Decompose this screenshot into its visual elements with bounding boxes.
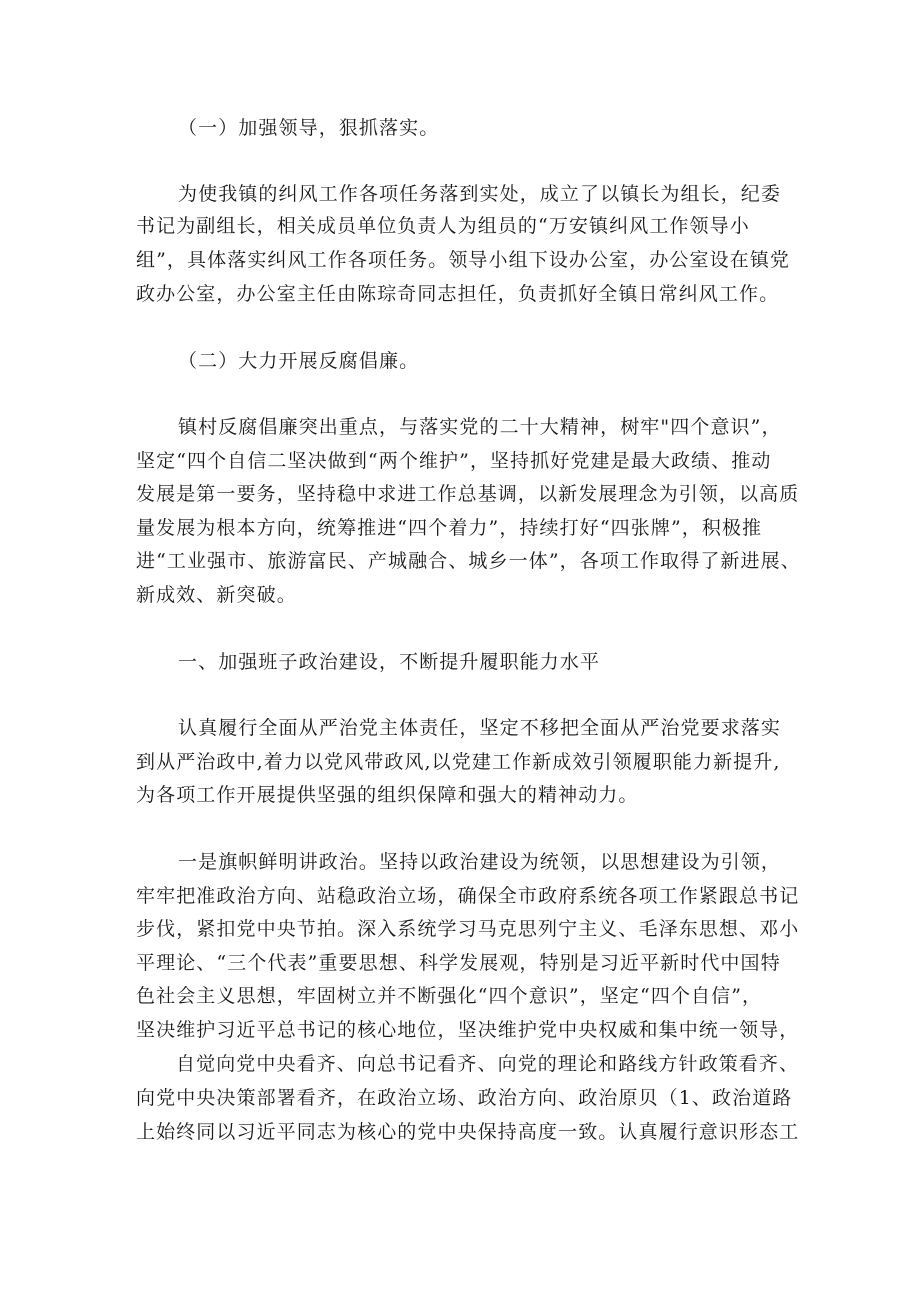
- para2-line: 发展是第一要务，坚持稳中求进工作总基调，以新发展理念为引领，以高质: [136, 483, 800, 505]
- para5-line: 向党中央决策部署看齐，在政治立场、政治方向、政治原贝（1、政治道路: [136, 1087, 793, 1109]
- heading-leadership: （一）加强领导，狠抓落实。: [178, 117, 440, 139]
- para2-line: 进“工业强市、旅游富民、产城融合、城乡一体”，各项工作取得了新进展、: [136, 550, 801, 572]
- para4-line: 步伐，紧扣党中央节拍。深入系统学习马克思列宁主义、毛泽东思想、邓小: [136, 918, 800, 940]
- para2-line: 坚定“四个自信二坚决做到“两个维护”，坚持抓好党建是最大政绩、推动: [136, 450, 772, 472]
- section-heading-political-building: 一、加强班子政治建设，不断提升履职能力水平: [178, 651, 601, 673]
- para4-line: 色社会主义思想，牢固树立并不断强化“四个意识”，坚定“四个自信”，: [136, 985, 763, 1007]
- para3-line: 到从严治政中,着力以党风带政风,以党建工作新成效引领履职能力新提升,: [136, 751, 781, 773]
- para2-line: 量发展为根本方向，统筹推进“四个着力”，持续打好“四张牌”，积极推: [136, 517, 763, 539]
- para3-line: 认真履行全面从严治党主体责任，坚定不移把全面从严治党要求落实: [178, 717, 782, 739]
- para5-line: 上始终同以习近平同志为核心的党中央保持高度一致。认真履行意识形态工: [136, 1121, 800, 1143]
- para1-line: 组”，具体落实纠风工作各项任务。领导小组下设办公室，办公室设在镇党: [136, 249, 791, 271]
- para4-line: 平理论、“三个代表”重要思想、科学发展观，特别是习近平新时代中国特: [136, 952, 781, 974]
- para4-line: 一是旗帜鲜明讲政治。坚持以政治建设为统领，以思想建设为引领，: [178, 851, 782, 873]
- para5-line: 自觉向党中央看齐、向总书记看齐、向党的理论和路线方针政策看齐、: [176, 1053, 800, 1075]
- para1-line: 为使我镇的纠风工作各项任务落到实处，成立了以镇长为组长，纪委: [178, 183, 782, 205]
- para2-line: 新成效、新突破。: [136, 584, 297, 606]
- para4-line: 坚决维护习近平总书记的核心地位，坚决维护党中央权威和集中统一领导，: [136, 1019, 800, 1041]
- heading-anticorruption: （二）大力开展反腐倡廉。: [178, 350, 420, 372]
- para2-line: 镇村反腐倡廉突出重点，与落实党的二十大精神，树牢"四个意识”，: [178, 416, 782, 438]
- para1-line: 政办公室，办公室主任由陈琮奇同志担任，负责抓好全镇日常纠风工作。: [136, 283, 780, 305]
- para4-line: 牢牢把准政治方向、站稳政治立场，确保全市政府系统各项工作紧跟总书记: [136, 885, 800, 907]
- para1-line: 书记为副组长，相关成员单位负责人为组员的“万安镇纠风工作领导小: [136, 215, 750, 237]
- para3-line: 为各项工作开展提供坚强的组织保障和强大的精神动力。: [136, 784, 639, 806]
